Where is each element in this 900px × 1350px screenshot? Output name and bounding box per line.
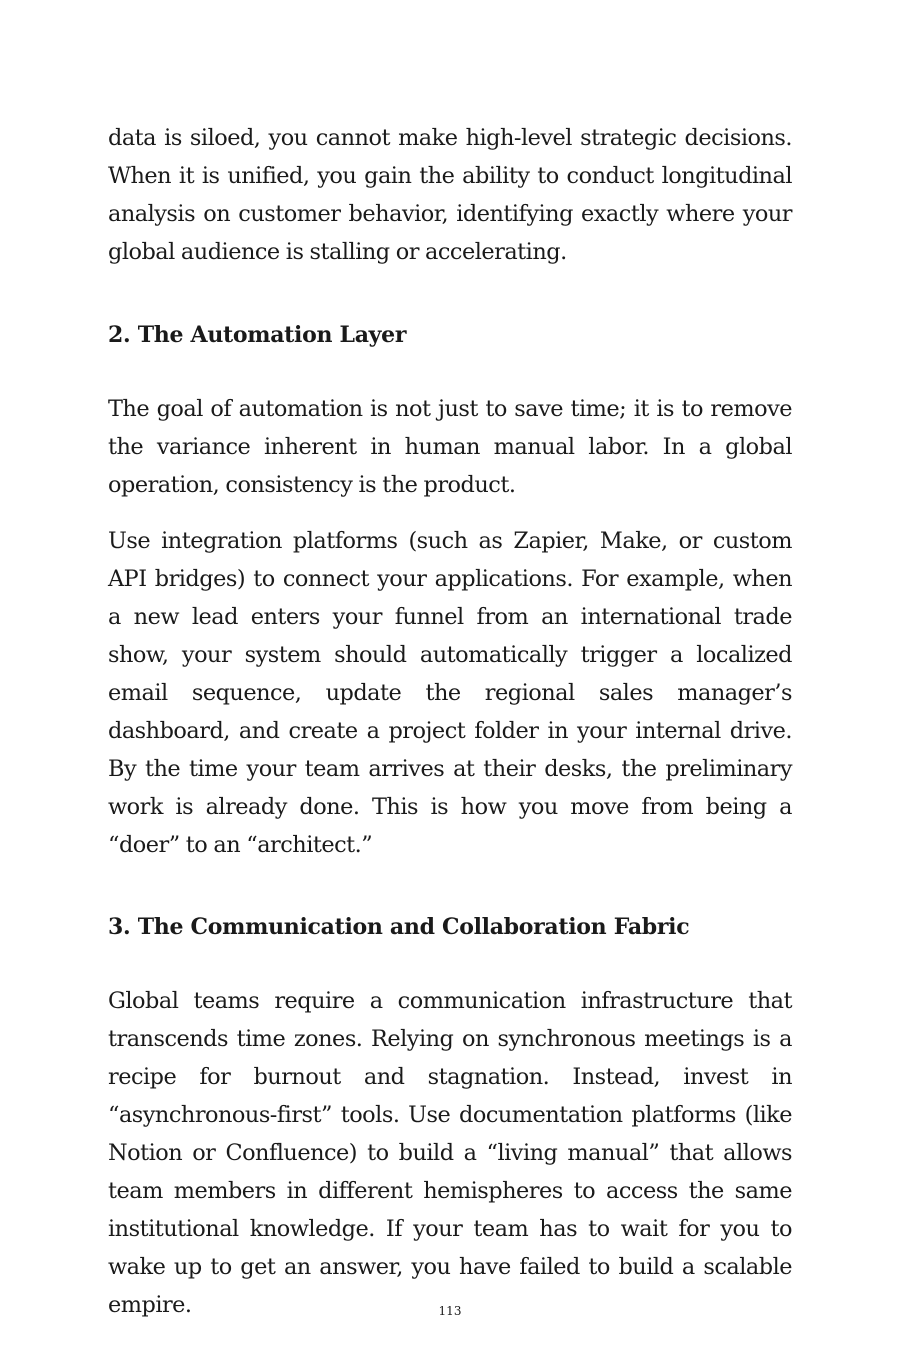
section-heading-communication-fabric: 3. The Communication and Collaboration Fabric [108, 914, 690, 940]
communication-paragraph-1: Global teams require a communication infrastructure that transcends time zones. Relying on synchronous meetings is a recipe for burnout and stagnation. Instead, invest in “asynchronous-first” tools. Use documentation platforms (like Notion or Confluence) to build a “living manual” that allows team members in different hemispheres to access the same institutional knowledge. If your team has to wait for you to wake up to get an answer, you have failed to build a scalable empire. [108, 988, 792, 1318]
page-content [108, 119, 792, 1324]
section-heading-automation-layer: 2. The Automation Layer [108, 322, 407, 348]
intro-paragraph: data is siloed, you cannot make high-level strategic decisions. When it is unified, you gain the ability to conduct longitudinal analysis on customer behavior, identifying exactly where your global audience is stalling or accelerating. [108, 125, 792, 265]
page-number: 113 [438, 1304, 462, 1318]
automation-paragraph-2: Use integration platforms (such as Zapier, Make, or custom API bridges) to connect your applications. For example, when a new lead enters your funnel from an international trade show, your system should automatically trigger a localized email sequence, update the regional sales manager’s dashboard, and create a project folder in your internal drive. By the time your team arrives at their desks, the preliminary work is already done. This is how you move from being a “doer” to an “architect.” [108, 528, 792, 858]
automation-paragraph-1: The goal of automation is not just to save time; it is to remove the variance inherent in human manual labor. In a global operation, consistency is the product. [108, 396, 792, 498]
